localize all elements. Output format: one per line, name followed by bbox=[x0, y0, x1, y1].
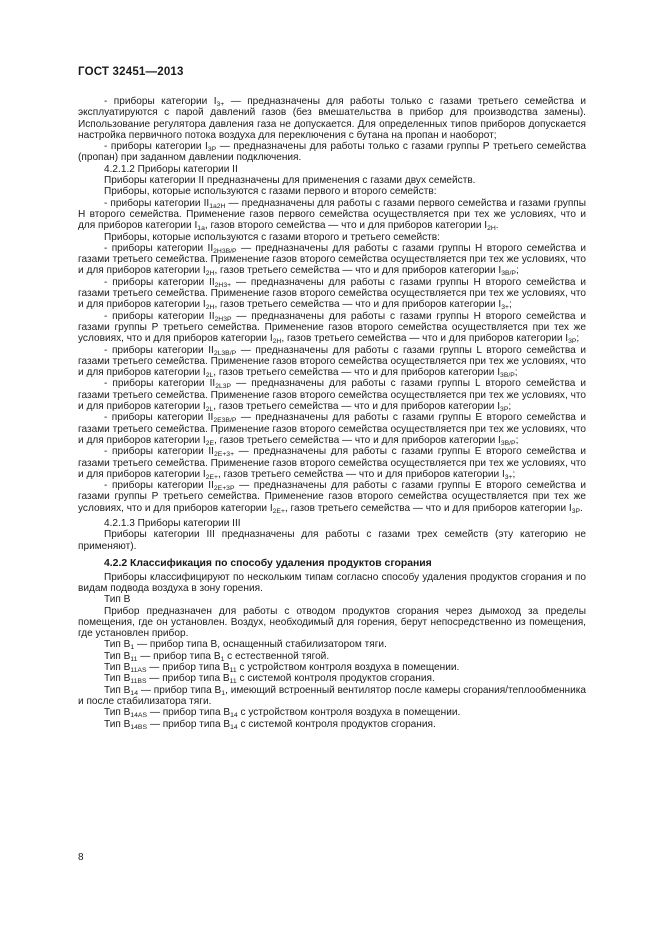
document-header: ГОСТ 32451—2013 bbox=[78, 66, 184, 78]
paragraph: - приборы категории $II_{2E+3+}$ — предназначены для работы с газами группы Е второго семейства и газами третьего семейства. Применение газов второго семейства осуществляется при тех же условиях, что и для приборов категории $I_{2E+}$, газов третьего семейства — что и для приборов категории $I_{3+}$; bbox=[78, 446, 586, 481]
paragraph: Приборы классифицируют по нескольким типам согласно способу удаления продуктов сгорания и по видам подвода воздуха в зону горения. bbox=[78, 571, 586, 594]
paragraph: Тип $В_{11AS}$ — прибор типа $В_{11}$ с устройством контроля воздуха в помещении. bbox=[104, 662, 460, 675]
paragraph: - приборы категории $II_{2E3B/P}$ — предназначены для работы с газами группы Е второго семейства и газами третьего семейства. Применение газов второго семейства осуществляется при тех же условиях, что и для приборов категории $I_{2E}$, газов третьего семейства — что и для приборов категории $I_{3B/P}$; bbox=[78, 412, 586, 447]
page-number: 8 bbox=[78, 852, 84, 863]
paragraph: Тип $В_{14BS}$ — прибор типа $В_{14}$ с системой контроля продуктов сгорания. bbox=[104, 718, 436, 731]
paragraph: - приборы категории $II_{2L3B/P}$ — предназначены для работы с газами группы L второго семейства и газами третьего семейства. Применение газов второго семейства осуществляется при тех же условиях, что и для приборов категории $I_{2L}$, газов третьего семейства — что и для приборов категории $I_{3B/P}$; bbox=[78, 344, 586, 380]
paragraph: - приборы категории $II_{2H3+}$ — предназначены для работы с газами группы Н второго семейства и газами третьего семейства. Применение газов второго семейства осуществляется при тех же условиях, что и для приборов категории $I_{2H}$, газов третьего семейства — что и для приборов категории $I_{3+}$; bbox=[78, 276, 586, 312]
paragraph: Тип $В_{14}$ — прибор типа $В_1$, имеющий встроенный вентилятор после камеры сгорания/теплообменника и после стабилизатора тяги. bbox=[78, 684, 586, 707]
paragraph: - приборы категории $I_{3+}$ — предназначены для работы только с газами третьего семейства и эксплуатируются с парой давлений газов (без вмешательства в прибор для производства замены). Использование регулятора давления газа не допускается. Для определенных типов приборов допускается настройка первичного потока воздуха для переключения с бутана на пропан и наоборот; bbox=[78, 96, 586, 141]
paragraph: Приборы, которые используются с газами первого и второго семейств: bbox=[104, 186, 437, 198]
paragraph: - приборы категории $II_{2E+3P}$ — предназначены для работы с газами группы Е второго семейства и газами группы Р третьего семейства. Применение газов второго семейства осуществляется при тех же условиях, что и для приборов категории $I_{2E+}$, газов третьего семейства — что и для приборов категории $I_{3P}$. bbox=[78, 480, 586, 515]
paragraph: Тип $В_{11BS}$ — прибор типа $В_{11}$ с системой контроля продуктов сгорания. bbox=[104, 673, 435, 686]
paragraph: 4.2.1.2 Приборы категории II bbox=[104, 163, 238, 175]
document-body bbox=[78, 96, 586, 730]
paragraph: Приборы, которые используются с газами второго и третьего семейств: bbox=[104, 231, 440, 243]
paragraph: - приборы категории $I_{3P}$ — предназначены для работы только с газами группы Р третьего семейства (пропан) при заданном давлении подключения. bbox=[78, 141, 586, 164]
section-heading: 4.2.2 Классификация по способу удаления продуктов сгорания bbox=[104, 557, 432, 569]
paragraph: - приборы категории $II_{2L3P}$ — предназначены для работы с газами группы L второго семейства и газами третьего семейства. Применение газов второго семейства осуществляется при тех же условиях, что и для приборов категории $I_{2L}$, газов третьего семейства — что и для приборов категории $I_{3P}$; bbox=[78, 378, 587, 414]
subsection-title: 4.2.1.3 Приборы категории III bbox=[104, 517, 241, 529]
paragraph: Тип $В_{11}$ — прибор типа $В_1$ с естественной тягой. bbox=[104, 650, 330, 663]
paragraph: Приборы категории II предназначены для применения с газами двух семейств. bbox=[104, 175, 476, 187]
paragraph: Прибор предназначен для работы с отводом продуктов сгорания через дымоход за пределы помещения, где он установлен. Воздух, необходимый для горения, берут непосредственно из помещения, где установлен прибор. bbox=[78, 605, 586, 640]
paragraph: Приборы категории III предназначены для работы с газами трех семейств (эту категорию не применяют). bbox=[78, 529, 586, 552]
paragraph: - приборы категории $II_{2H3P}$ — предназначены для работы с газами группы Н второго семейства и газами группы Р третьего семейства. Применение газов второго семейства осуществляется при тех же условиях, что и для приборов категории $I_{2H}$, газов третьего семейства — что и для приборов категории $I_{3P}$; bbox=[78, 310, 586, 346]
paragraph: Тип $В_1$ — прибор типа В, оснащенный стабилизатором тяги. bbox=[104, 639, 387, 652]
paragraph: - приборы категории $II_{1a2H}$ — предназначены для работы с газами первого семейства и газами группы Н второго семейства. Применение газов первого семейства осуществляется при тех же условиях, что и для приборов категории $I_{1a}$, газов второго семейства — что и для приборов категории $I_{2H}$. bbox=[78, 197, 587, 233]
paragraph: Тип В bbox=[104, 594, 131, 606]
paragraph: - приборы категории $II_{2H3B/P}$ — предназначены для работы с газами группы Н второго семейства и газами третьего семейства. Применение газов второго семейства осуществляется при тех же условиях, что и для приборов категории $I_{2H}$, газов третьего семейства — что и для приборов категории $I_{3B/P}$; bbox=[78, 242, 586, 278]
paragraph: Тип $В_{14AS}$ — прибор типа $В_{14}$ с устройством контроля воздуха в помещении. bbox=[104, 707, 461, 720]
